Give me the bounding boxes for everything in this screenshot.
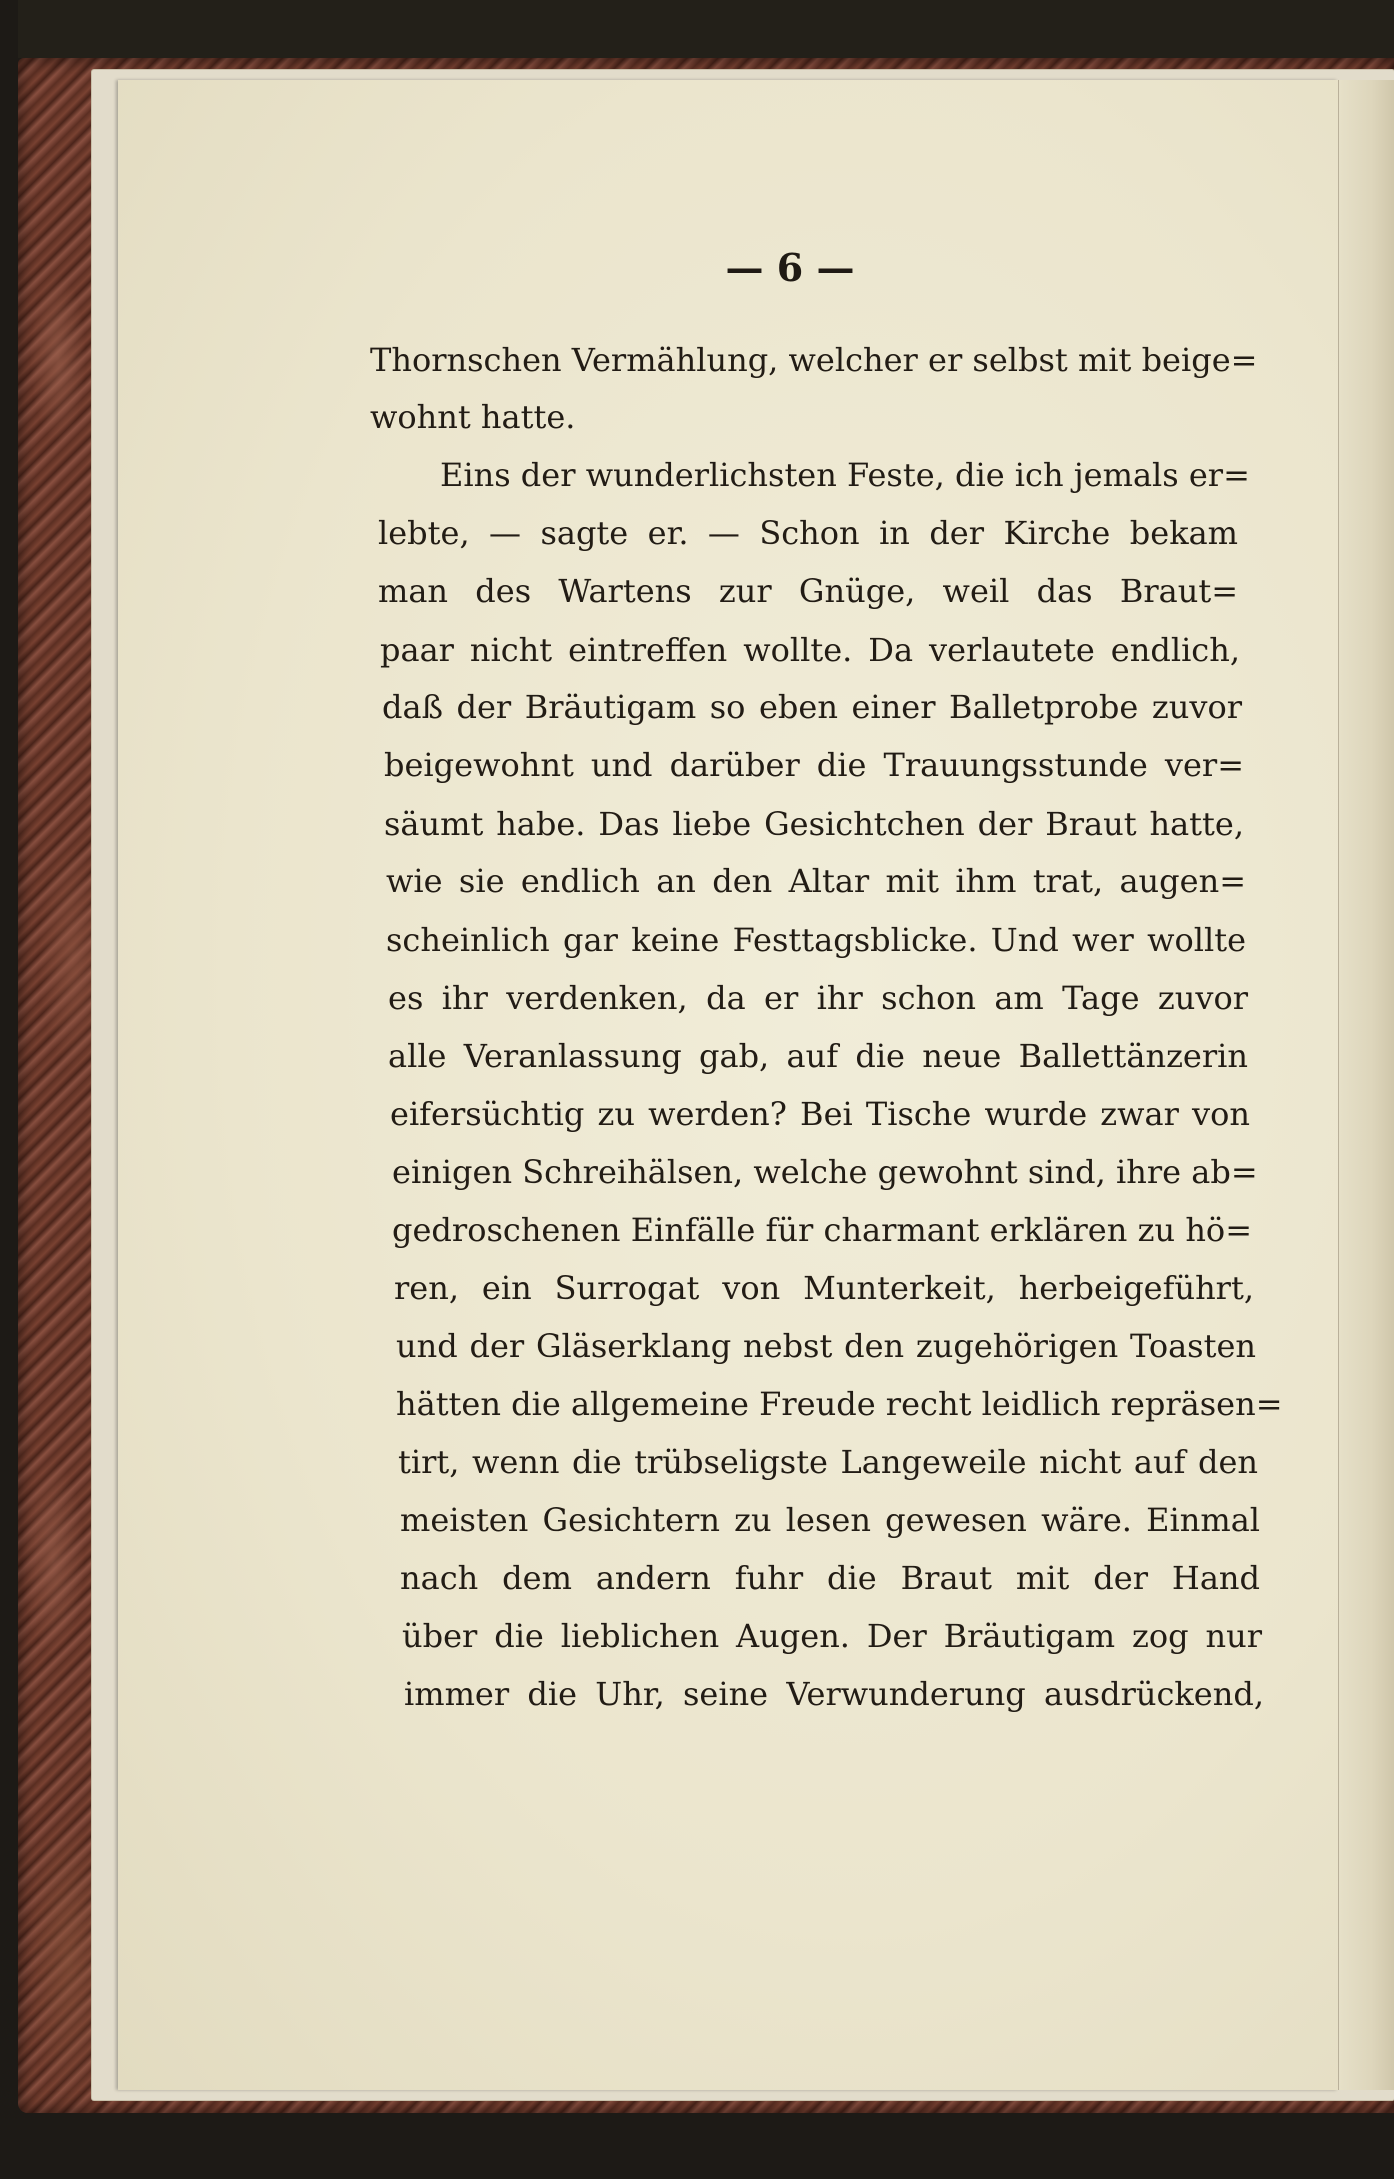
- text-line: Eins der wunderlichsten Feste, die ich jemals er=: [440, 456, 1250, 494]
- text-line: paar nicht eintreffen wollte. Da verlautete endlich,: [380, 631, 1240, 669]
- text-line: scheinlich gar keine Festtagsblicke. Und wer wollte: [386, 921, 1246, 959]
- text-line: tirt, wenn die trübseligste Langeweile nicht auf den: [398, 1443, 1258, 1481]
- text-line: daß der Bräutigam so eben einer Balletprobe zuvor: [382, 688, 1242, 726]
- scan-background: [18, 0, 1394, 58]
- text-line: wie sie endlich an den Altar mit ihm trat, augen=: [386, 862, 1246, 900]
- text-line: gedroschenen Einfälle für charmant erklären zu hö=: [392, 1211, 1252, 1249]
- text-line: und der Gläserklang nebst den zugehörigen Toasten: [396, 1327, 1256, 1365]
- text-line: meisten Gesichtern zu lesen gewesen wäre. Einmal: [400, 1501, 1260, 1539]
- text-line: hätten die allgemeine Freude recht leidlich repräsen=: [396, 1385, 1283, 1423]
- text-line: über die lieblichen Augen. Der Bräutigam zog nur: [402, 1617, 1262, 1655]
- text-line: säumt habe. Das liebe Gesichtchen der Braut hatte,: [384, 805, 1244, 843]
- text-line: beigewohnt und darüber die Trauungsstunde ver=: [384, 746, 1244, 784]
- text-line: eifersüchtig zu werden? Bei Tische wurde zwar von: [390, 1095, 1250, 1133]
- text-line: wohnt hatte.: [370, 398, 576, 436]
- text-line: ren, ein Surrogat von Munterkeit, herbeigeführt,: [394, 1269, 1254, 1307]
- text-line: man des Wartens zur Gnüge, weil das Braut=: [378, 572, 1238, 610]
- text-line: alle Veranlassung gab, auf die neue Ballettänzerin: [388, 1037, 1248, 1075]
- text-line: einigen Schreihälsen, welche gewohnt sind, ihre ab=: [392, 1153, 1258, 1191]
- text-line: immer die Uhr, seine Verwunderung ausdrückend,: [404, 1675, 1264, 1713]
- page-number: — 6 —: [725, 245, 855, 290]
- text-line: Thornschen Vermählung, welcher er selbst mit beige=: [370, 341, 1258, 379]
- text-line: es ihr verdenken, da er ihr schon am Tage zuvor: [388, 979, 1248, 1017]
- text-line: nach dem andern fuhr die Braut mit der Hand: [400, 1559, 1260, 1597]
- text-line: lebte, — sagte er. — Schon in der Kirche bekam: [378, 514, 1238, 552]
- facing-page-edge: [1338, 80, 1394, 2090]
